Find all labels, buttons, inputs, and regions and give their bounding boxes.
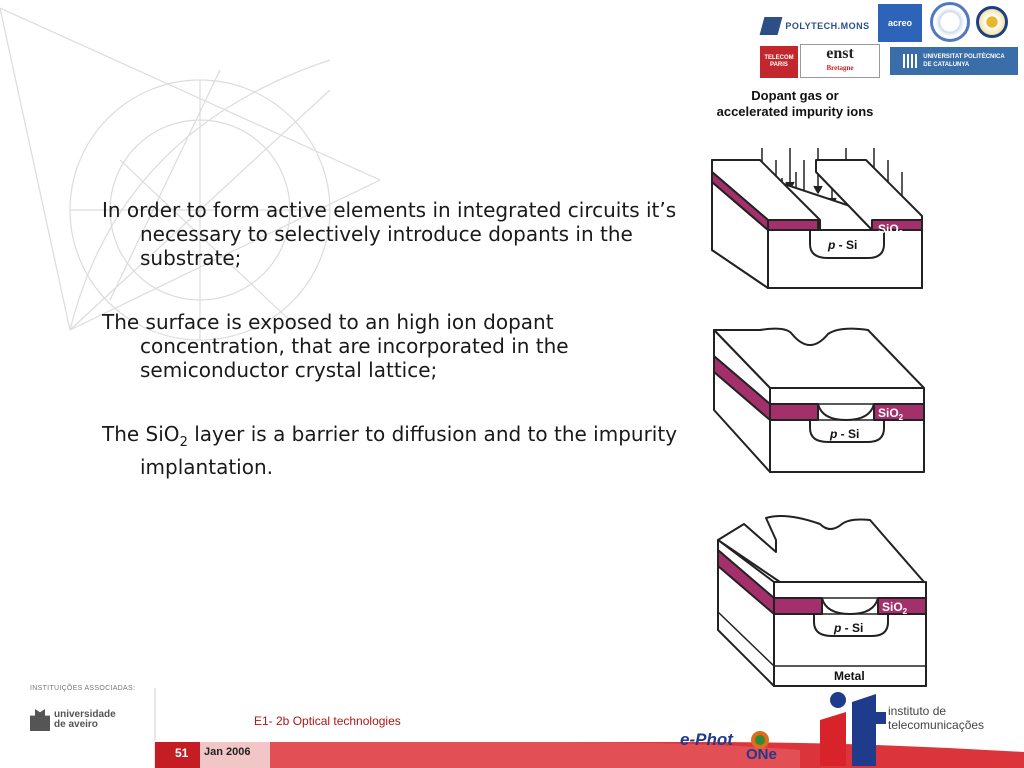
metal-label: Metal [834,669,865,683]
bullet-3 [102,422,682,479]
block-1-oxide-label: SiO$_2$ [878,222,904,238]
enst-bretagne-logo [800,44,880,78]
block-2-substrate-label: p - Si [830,427,860,441]
polytech-mons-logo [760,13,872,39]
telecom-paris-logo [760,46,798,78]
upc-logo [890,47,1018,75]
bullet-3-post: layer is a barrier to diffusion and to the impurity implantation. [140,422,678,479]
instituto-telecomunicacoes-logo [888,704,984,732]
acreo-logo [878,4,922,42]
universidade-aveiro-logo [30,705,126,735]
upc-line-2: DE CATALUNYA [923,62,970,68]
polytech-mons-text: POLYTECH.MONS [785,21,870,31]
telecom-text: TELECOM [764,55,794,61]
block-2-oxide-label: SiO$_2$ [878,406,904,422]
caption-line-1: Dopant gas or [751,88,839,103]
one-text: ONe [746,746,777,763]
bretagne-text: Bretagne [826,64,854,72]
it-line-1: instituto de [888,704,947,718]
doping-process-diagram [700,120,940,690]
acreo-text: acreo [887,18,913,28]
block-3-oxide-label: SiO$_2$ [882,600,908,616]
upc-line-1: UNIVERSITAT POLITÈCNICA [923,54,1005,60]
ephoton-text: e-Phot [680,730,733,749]
diagram-caption [700,88,890,120]
ua-line-1: universidade [54,709,116,720]
footer-date: Jan 2006 [204,746,251,758]
paris-text: PARIS [770,62,788,68]
ua-line-2: de aveiro [54,719,98,730]
bullet-3-pre: The SiO [102,422,180,446]
bullet-3-subscript: 2 [179,435,188,450]
bullet-1: In order to form active elements in integrated circuits it’s necessary to selectively introduce dopants in the substrate; [102,198,677,270]
block-1-substrate-label: p - Si [828,238,858,252]
university-seal-logo [930,2,970,42]
bullet-2: The surface is exposed to an high ion dopant concentration, that are incorporated in the semiconductor crystal lattice; [102,310,569,382]
ephoton-one-logo [680,730,800,766]
associated-institutions-label: INSTITUIÇÕES ASSOCIADAS: [30,685,136,692]
enst-text: enst [826,45,854,62]
it-line-2: telecomunicações [888,718,985,732]
block-3-substrate-label: p - Si [834,621,864,635]
block-1-ion-implantation [712,148,922,288]
caption-line-2: accelerated impurity ions [716,104,874,119]
page-number: 51 [175,746,189,760]
footer-title: E1- 2b Optical technologies [254,714,401,728]
block-2-diffusion [714,329,924,472]
bullet-list [102,198,682,519]
institution-seal-logo [976,6,1008,38]
